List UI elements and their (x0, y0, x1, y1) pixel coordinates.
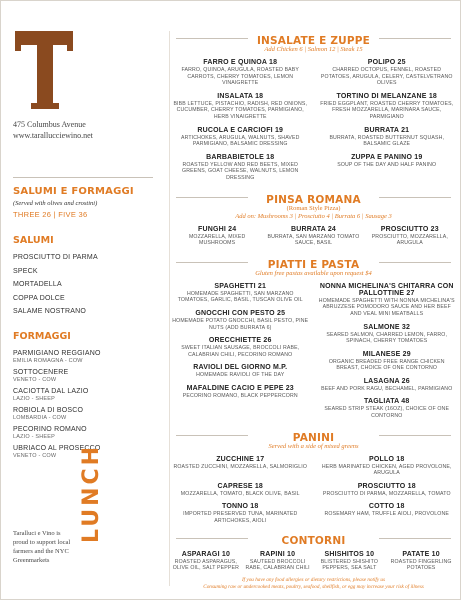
item-name: TONNO 18 (222, 503, 259, 511)
menu-item (171, 127, 310, 148)
menu-item (171, 283, 310, 304)
item-name: RUCOLA E CARCIOFI 19 (197, 126, 284, 134)
menu-item (318, 456, 457, 477)
menu-item (267, 226, 359, 247)
menu-item (171, 503, 310, 524)
divider (13, 177, 153, 178)
section-panini (171, 428, 456, 531)
item-name: SPAGHETTI 21 (214, 282, 267, 290)
item-desc: SOUP OF THE DAY AND HALF PANINO (337, 161, 437, 168)
item-desc: ROASTED FINGERLING POTATOES (390, 558, 452, 572)
list-item: PROSCIUTTO DI PARMA (13, 254, 98, 261)
item-desc: MOZZARELLA, TOMATO, BLACK OLIVE, BASIL (180, 490, 300, 497)
item-name: PROSCIUTTO 18 (357, 482, 416, 490)
item-name: BURRATA 24 (290, 225, 337, 233)
item-name: POLLO 18 (369, 455, 405, 463)
item-name: FUNGHI 24 (197, 225, 237, 233)
item-desc: SEARED STRIP STEAK (16OZ), CHOICE OF ONE CONTORNO (324, 406, 450, 420)
menu-item (171, 93, 310, 121)
column-divider (169, 31, 170, 586)
item-desc: CHARRED OCTOPUS, FENNEL, ROASTED POTATOES, ARUGULA, CELERY, CASTELVETRANO OLIVES (320, 67, 453, 87)
item-name: MILANESE 29 (362, 350, 411, 358)
restaurant-logo (15, 31, 73, 109)
section-title: INSALATE E ZUPPE (256, 35, 371, 47)
section-title: PANINI (292, 431, 335, 444)
item-desc: BURRATA, ROASTED BUTTERNUT SQUASH, BALSAMIC GLAZE (329, 134, 445, 148)
item-name: RAVIOLI DEL GIORNO M.P. (193, 364, 288, 372)
section-note: Served with a side of mixed greens (268, 442, 359, 450)
menu-item (171, 310, 310, 331)
list-item (13, 407, 163, 421)
address-block (13, 119, 163, 141)
menu-item (171, 385, 310, 400)
list-item (13, 350, 163, 364)
section-pinsa (171, 190, 456, 253)
section-piatti (171, 255, 456, 426)
item-desc: PECORINO ROMANO, BLACK PEPPERCORN (182, 392, 298, 399)
list-item: SPECK (13, 267, 38, 275)
list-item: COPPA DOLCE (13, 294, 65, 302)
cheese-name: ROBIOLA DI BOSCO (13, 407, 84, 414)
section-contorni (171, 531, 456, 578)
item-desc: MOZZARELLA, MIXED MUSHROOMS (188, 233, 246, 247)
menu-item (171, 456, 310, 477)
cheese-origin: LAZIO - SHEEP (13, 396, 56, 402)
item-desc: SEARED SALMON, CHARRED LEMON, FARRO, SPINACH, CHERRY TOMATOES (326, 331, 448, 345)
menu-item (243, 551, 313, 572)
menu-item (318, 127, 457, 148)
menu-item (364, 226, 456, 247)
salumi-formaggi-title: SALUMI E FORMAGGI (13, 186, 134, 197)
menu-item (171, 337, 310, 358)
lunch-label: LUNCH (79, 443, 104, 543)
menu-item (386, 551, 456, 572)
item-desc: BURRATA, SAN MARZANO TOMATO SAUCE, BASIL (267, 233, 360, 247)
item-desc: HERB MARINATED CHICKEN, AGED PROVOLONE, ARUGULA (321, 463, 452, 477)
cheese-name: PARMIGIANO REGGIANO (13, 350, 101, 357)
cheese-name: UBRIACO AL PROSECCO (13, 445, 101, 452)
item-name: MAFALDINE CACIO E PEPE 23 (186, 384, 294, 392)
salumi-formaggi-subtitle: (Served with olives and crostini) (13, 200, 98, 207)
item-name: BARBABIETOLE 18 (206, 153, 275, 161)
item-name: GNOCCHI CON PESTO 25 (195, 309, 286, 317)
item-desc: BEEF AND PORK RAGU, BECHAMEL, PARMIGIANO (321, 385, 453, 392)
item-desc: ROASTED ZUCCHINI, MOZZARELLA, SALMORIGLIO (173, 463, 308, 470)
item-name: CAPRESE 18 (217, 482, 264, 490)
item-desc: HOMEMADE SPAGHETTI WITH NONNA MICHELINA'S ABRUZZESE POMODORO SAUCE AND HER BEEF AND VEAL MINI MEATBALLS (318, 297, 455, 317)
footer-line-2: Consuming raw or undercooked meats, poultry, seafood, shellfish, or egg may increase your risk of illness (203, 584, 424, 590)
item-name: ASPARAGI 10 (181, 550, 231, 558)
item-desc: ROASTED ASPARAGUS, OLIVE OIL, SALT PEPPER (172, 558, 239, 572)
menu-item (171, 483, 310, 498)
item-desc: BIBB LETTUCE, PISTACHIO, RADISH, RED ONIONS, CUCUMBER, CHERRY TOMATOES, PARMIGIANO, HERB VINAIGRETTE (173, 100, 308, 120)
menu-item (318, 283, 457, 318)
section-title: CONTORNI (281, 534, 346, 547)
item-name: POLIPO 25 (367, 59, 406, 66)
item-name: COTTO 18 (368, 503, 405, 511)
menu-item (171, 154, 310, 182)
item-name: RAPINI 10 (259, 550, 296, 558)
section-note: Add on: Mushrooms 3 | Prosciutto 4 | Burrata 6 | Sausage 3 (235, 212, 392, 220)
menu-item (318, 483, 457, 498)
sidebar (13, 31, 163, 464)
item-name: SALMONE 32 (363, 323, 411, 331)
address: 475 Columbus Avenue (13, 120, 86, 129)
section-title: PIATTI E PASTA (267, 258, 360, 271)
cheese-origin: VENETO - COW (13, 377, 57, 383)
cheese-origin: VENETO - COW (13, 453, 57, 459)
menu-item (318, 154, 457, 182)
item-name: TAGLIATA 48 (364, 398, 410, 406)
item-name: ZUPPA E PANINO 19 (351, 153, 423, 161)
cheese-origin: EMILIA ROMAGNA - COW (13, 358, 83, 364)
item-name: BURRATA 21 (364, 126, 410, 134)
menu-item (171, 364, 310, 379)
item-name: ZUCCHINE 17 (216, 455, 265, 463)
item-name: TORTINO DI MELANZANE 18 (336, 92, 438, 100)
item-desc: ARTICHOKES, ARUGULA, WALNUTS, SHAVED PARMIGIANO, BALSAMIC DRESSING (180, 134, 300, 148)
allergy-footer (171, 577, 456, 591)
cheese-origin: LOMBARDIA - COW (13, 415, 67, 421)
menu-item (318, 398, 457, 419)
menu-item (318, 503, 457, 524)
item-desc: HOMEMADE POTATO GNOCCHI, BASIL PESTO, PINE NUTS (ADD BURRATA 6) (172, 317, 309, 331)
item-desc: IMPORTED PRESERVED TUNA, MARINATED ARTICHOKES, AIOLI (183, 511, 298, 525)
list-item: MORTADELLA (13, 281, 62, 288)
cheese-origin: LAZIO - SHEEP (13, 434, 56, 440)
section-title: PINSA ROMANA (266, 193, 361, 206)
cheese-name: PECORINO ROMANO (13, 426, 87, 433)
salumi-list (13, 254, 163, 315)
menu-item (315, 551, 385, 572)
item-name: FARRO E QUINOA 18 (203, 59, 278, 66)
item-desc: SWEET ITALIAN SAUSAGE, BROCCOLI RABE, CALABRIAN CHILI, PECORINO ROMANO (181, 345, 300, 358)
salumi-heading: SALUMI (13, 235, 54, 246)
menu-item (171, 551, 241, 572)
item-desc: PROSCIUTTO DI PARMA, MOZZARELLA, TOMATO (322, 490, 451, 497)
item-desc: PROSCIUTTO, MOZZARELLA, ARUGULA (371, 233, 448, 247)
formaggi-list (13, 350, 163, 459)
item-name: NONNA MICHELINA'S CHITARRA CON PALLOTTINE 27 (319, 282, 454, 297)
item-name: PATATE 10 (402, 550, 440, 558)
item-desc: BLISTERED SHISHITO PEPPERS, SEA SALT (320, 558, 379, 572)
item-desc: FARRO, QUINOA, ARUGULA, ROASTED BABY CARROTS, CHERRY TOMATOES, LEMON VINAIGRETTE (181, 67, 300, 87)
item-desc: ORGANIC BREADED FREE RANGE CHICKEN BREAST, CHOICE OF ONE CONTORNO (328, 358, 445, 372)
farm-note: Taralluci e Vino is proud to support local farmers and the NYC Greenmarkets (13, 530, 71, 564)
list-item: SALAME NOSTRANO (13, 308, 87, 315)
item-name: ORECCHIETTE 26 (208, 337, 272, 345)
item-name: INSALATA 18 (217, 92, 264, 100)
item-desc: HOMEMADE RAVIOLI OF THE DAY (196, 372, 285, 379)
formaggi-heading: FORMAGGI (13, 331, 71, 342)
menu-item (171, 59, 310, 87)
main-menu (171, 31, 456, 578)
section-subtitle: (Roman Style Pizza) (286, 204, 341, 212)
cheese-name: SOTTOCENERE (13, 369, 69, 376)
piatti-left-column (171, 283, 310, 426)
list-item (13, 426, 163, 440)
footer-line-1: If you have any food allergies or dietary restrictions, please notify us (241, 577, 386, 583)
menu-item (171, 226, 263, 247)
section-note: Gluten free pastas available upon request $4 (255, 269, 372, 277)
item-name: PROSCIUTTO 23 (380, 225, 439, 233)
item-desc: ROASTED YELLOW AND RED BEETS, MIXED GREENS, GOAT CHEESE, WALNUTS, LEMON DRESSING (182, 161, 299, 181)
item-desc: FRIED EGGPLANT, ROASTED CHERRY TOMATOES, FRESH MOZZARELLA, MARINARA SAUCE, PARMIGIANO (320, 100, 454, 120)
salumi-formaggi-prices: THREE 26 | FIVE 36 (13, 210, 88, 219)
list-item (13, 369, 163, 383)
item-desc: HOMEMADE SPAGHETTI, SAN MARZANO TOMATOES, GARLIC, BASIL, TUSCAN OLIVE OIL (177, 290, 303, 304)
item-desc: SAUTEED BROCCOLI RABE, CALABRIAN CHILI (245, 558, 310, 572)
menu-item (318, 351, 457, 372)
menu-item (318, 324, 457, 345)
piatti-right-column (318, 283, 457, 426)
list-item (13, 388, 163, 402)
item-name: SHISHITOS 10 (324, 550, 375, 558)
item-name: LASAGNA 26 (363, 377, 410, 385)
menu-item (318, 59, 457, 87)
cheese-name: CACIOTTA DAL LAZIO (13, 388, 89, 395)
website: www.tarallucciewino.net (13, 131, 93, 140)
section-note: Add Chicken 6 | Salmon 12 | Steak 15 (264, 46, 363, 53)
menu-item (318, 93, 457, 121)
section-insalate (171, 31, 456, 188)
item-desc: ROSEMARY HAM, TRUFFLE AIOLI, PROVOLONE (324, 511, 449, 518)
menu-item (318, 378, 457, 393)
